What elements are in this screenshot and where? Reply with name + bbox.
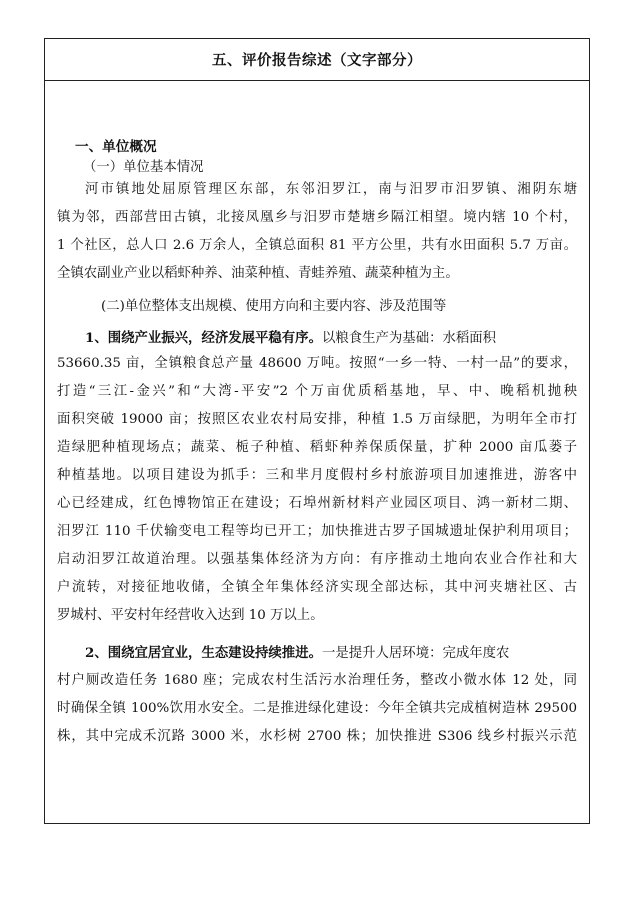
para1-first-rest: 以粮食生产为基础：水稻面积: [321, 331, 497, 346]
paragraph-line: 1 个社区，总人口 2.6 万余人，全镇总面积 81 平方公里，共有水田面积 5.7 万亩。: [57, 238, 577, 253]
paragraph-line: 打造“三江-金兴”和“大湾-平安”2 个万亩优质稻基地，早、中、晚稻机抛秧: [57, 384, 577, 399]
subsection-heading-1: （一）单位基本情况: [83, 160, 204, 175]
paragraph-line: 造绿肥种植现场点；蔬菜、栀子种植、稻虾种养保质保量，扩种 2000 亩瓜蒌子: [57, 440, 577, 455]
para2-first-rest: 一是提升人居环境：完成年度农: [321, 646, 510, 661]
paragraph-line: [85, 328, 577, 348]
paragraph-line: 河市镇地处屈原管理区东部，东邻汨罗江，南与汨罗市汨罗镇、湘阴东塘: [85, 182, 577, 197]
page-title: 五、评价报告综述（文字部分）: [212, 53, 422, 69]
para2-lead: 2、围绕宜居宜业，生态建设持续推进。: [85, 645, 322, 661]
paragraph-line: 镇为邻，西部营田古镇，北接凤凰乡与汨罗市楚塘乡隔江相望。境内辖 10 个村，: [57, 210, 577, 225]
title-row: [45, 39, 589, 81]
paragraph-line: 心已经建成，红色博物馆正在建设；石埠州新材料产业园区项目、鸿一新材二期、: [57, 496, 577, 511]
paragraph-line: 罗城村、平安村年经营收入达到 10 万以上。: [57, 608, 324, 623]
report-frame: [44, 38, 590, 824]
subsection-heading-2: (二)单位整体支出规模、使用方向和主要内容、涉及范围等: [101, 299, 447, 314]
paragraph-line: 户流转，对接征地收储，全镇全年集体经济实现全部达标，其中河夹塘社区、古: [57, 580, 577, 595]
paragraph-line: 株，其中完成禾沉路 3000 米，水杉树 2700 株；加快推进 S306 线乡村振兴示范: [57, 729, 577, 744]
section-heading: 一、单位概况: [75, 139, 157, 155]
paragraph-line: 村户厕改造任务 1680 座；完成农村生活污水治理任务，整改小微水体 12 处，同: [57, 673, 577, 688]
paragraph-line: 全镇农副业产业以稻虾种养、油菜种植、青蛙养殖、蔬菜种植为主。: [57, 266, 459, 281]
paragraph-line: 面积突破 19000 亩；按照区农业农村局安排，种植 1.5 万亩绿肥，为明年全市打: [57, 412, 577, 427]
paragraph-line: 种植基地。以项目建设为抓手：三和芈月度假村乡村旅游项目加速推进，游客中: [57, 468, 577, 483]
para1-lead: 1、围绕产业振兴，经济发展平稳有序。: [85, 330, 322, 346]
paragraph-line: 启动汨罗江故道治理。以强基集体经济为方向：有序推动土地向农业合作社和大: [57, 552, 577, 567]
paragraph-line: 53660.35 亩，全镇粮食总产量 48600 万吨。按照“一乡一特、一村一品”的要求，: [57, 356, 577, 371]
paragraph-line: 汨罗江 110 千伏输变电工程等均已开工；加快推进古罗子国城遗址保护利用项目；: [57, 524, 577, 539]
paragraph-line: [85, 643, 577, 663]
paragraph-line: 时确保全镇 100%饮用水安全。二是推进绿化建设：今年全镇共完成植树造林 29500: [57, 701, 577, 716]
